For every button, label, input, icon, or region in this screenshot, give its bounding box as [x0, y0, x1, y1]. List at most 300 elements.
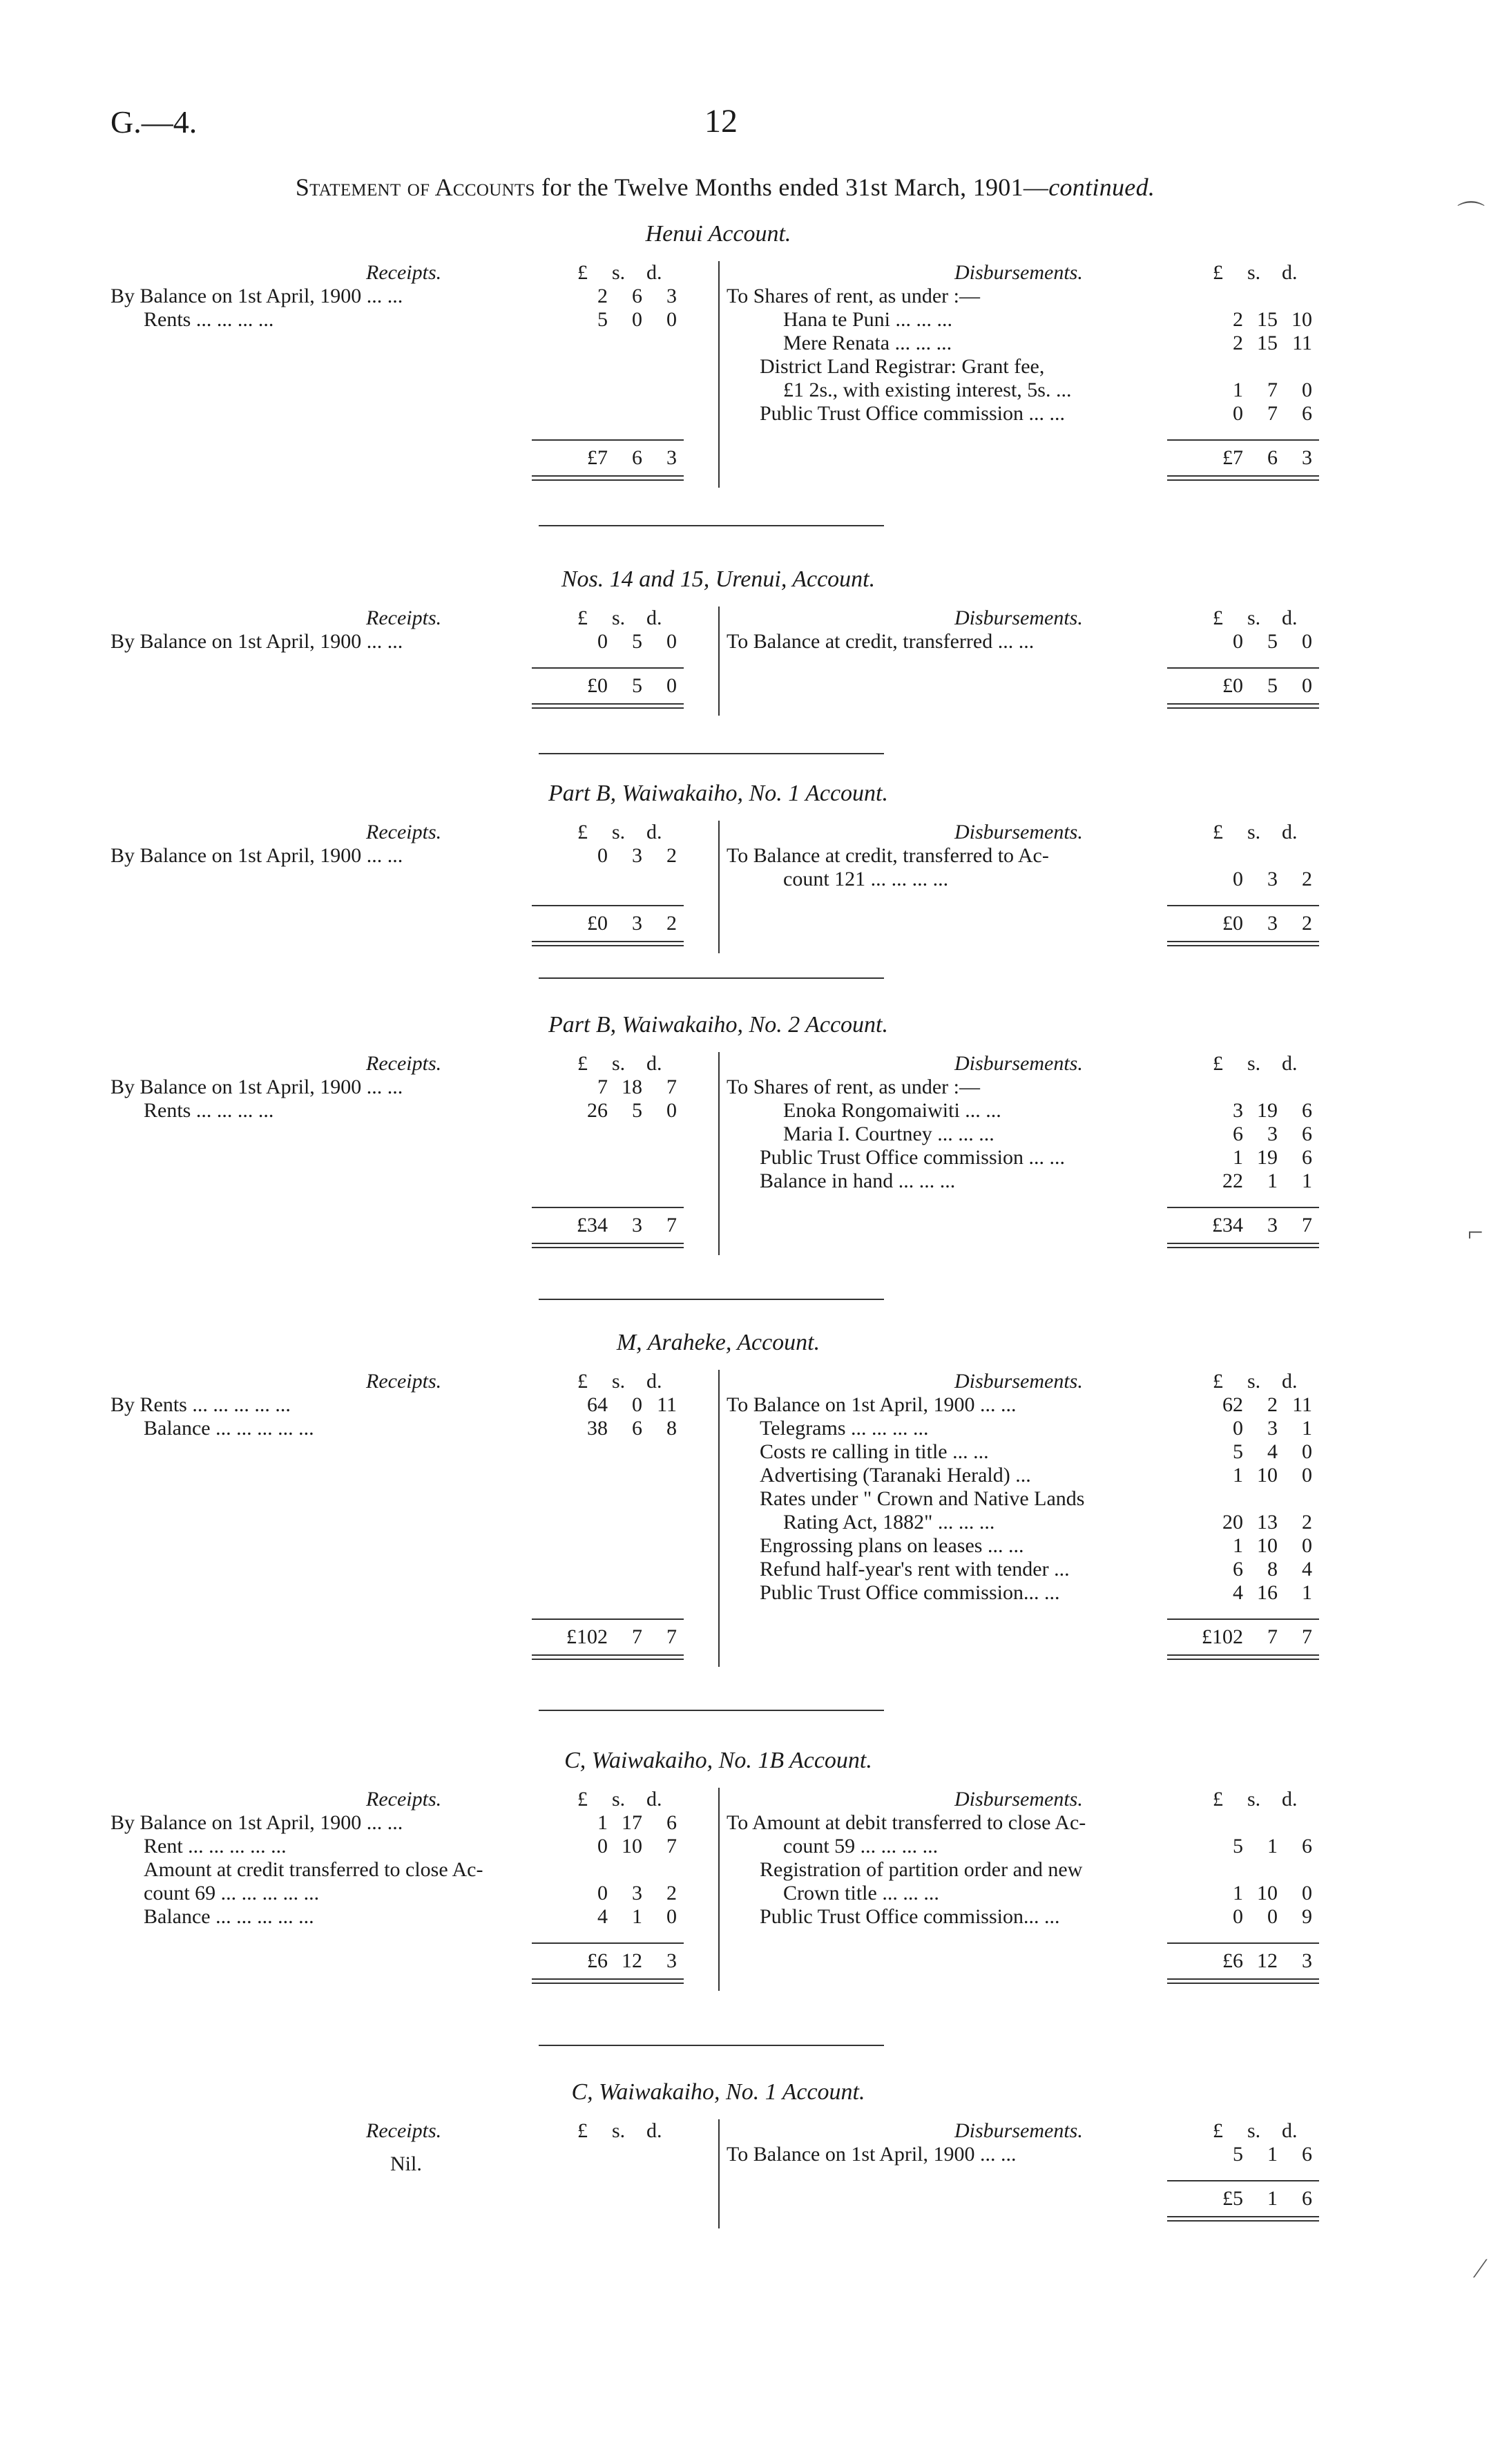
- pence-value: 2: [666, 844, 677, 867]
- shillings-value: 1: [632, 1905, 642, 1928]
- pounds-value: 4: [1233, 1581, 1243, 1604]
- receipts-heading: Receipts.: [366, 1370, 442, 1393]
- title-suffix: continued.: [1048, 173, 1155, 201]
- pence-column-heading: d.: [1282, 821, 1298, 843]
- account-title: [110, 1012, 1326, 1038]
- account-title-text: Part B, Waiwakaiho, No. 1 Account.: [548, 781, 889, 806]
- pence-total: 0: [666, 674, 677, 697]
- disbursement-row: [727, 285, 1326, 308]
- pounds-value: 3: [1233, 1099, 1243, 1122]
- account-title: [110, 566, 1326, 593]
- pounds-value: 5: [1233, 1835, 1243, 1857]
- total-rule: [532, 1618, 684, 1620]
- entry-description: count 59 ... ... ... ...: [783, 1835, 939, 1857]
- pounds-total: £6: [587, 1949, 608, 1972]
- disbursements-heading: Disbursements.: [954, 2119, 1083, 2142]
- receipt-row: [110, 844, 713, 868]
- disbursement-row: [727, 308, 1326, 332]
- shilling-column-heading: s.: [1247, 261, 1261, 284]
- pence-column-heading: d.: [646, 2119, 662, 2142]
- disbursement-row: [727, 1558, 1326, 1581]
- shillings-value: 6: [632, 1417, 642, 1440]
- pounds-value: 6: [1233, 1123, 1243, 1145]
- receipt-row: [110, 1417, 713, 1440]
- account-title-text: M, Araheke, Account.: [616, 1330, 820, 1355]
- entry-description: Public Trust Office commission ... ...: [760, 402, 1065, 425]
- column-divider: [718, 1370, 720, 1667]
- pence-total: 7: [666, 1214, 677, 1236]
- disbursement-row: [727, 2143, 1326, 2166]
- pence-value: 8: [666, 1417, 677, 1440]
- pence-value: 11: [657, 1393, 677, 1416]
- receipts-column: [110, 2119, 713, 2175]
- disbursement-row: [727, 1534, 1326, 1558]
- pence-value: 0: [666, 1905, 677, 1928]
- shillings-value: 19: [1257, 1099, 1278, 1122]
- shillings-value: 8: [1267, 1558, 1278, 1580]
- entry-description: To Balance at credit, transferred to Ac-: [727, 844, 1049, 867]
- total-rule: [532, 905, 684, 906]
- pence-value: 2: [1302, 868, 1312, 890]
- disbursement-row: [727, 1858, 1326, 1882]
- entry-description: Amount at credit transferred to close Ac-: [144, 1858, 483, 1881]
- pounds-value: 62: [1222, 1393, 1243, 1416]
- shillings-value: 19: [1257, 1146, 1278, 1169]
- total-rule: [1167, 1942, 1319, 1944]
- entry-description: Hana te Puni ... ... ...: [783, 308, 952, 331]
- shillings-value: 10: [1257, 1464, 1278, 1487]
- pence-value: 1: [1302, 1417, 1312, 1440]
- statement-title: [186, 173, 1264, 202]
- column-header-row: [727, 607, 1326, 630]
- section-separator: [539, 977, 884, 979]
- entry-description: Registration of partition order and new: [760, 1858, 1083, 1881]
- receipts-column: [110, 1788, 713, 1929]
- pounds-value: 2: [1233, 332, 1243, 354]
- pound-column-heading: £: [577, 607, 588, 629]
- pounds-value: 1: [1233, 1882, 1243, 1904]
- pence-value: 4: [1302, 1558, 1312, 1580]
- pence-value: 0: [1302, 1882, 1312, 1904]
- entry-description: Mere Renata ... ... ...: [783, 332, 952, 354]
- pence-column-heading: d.: [646, 1370, 662, 1393]
- total-rule: [1167, 439, 1319, 441]
- receipts-column: [110, 1052, 713, 1123]
- pounds-total: £34: [1212, 1214, 1243, 1236]
- shillings-value: 5: [1267, 630, 1278, 653]
- column-header-row: [727, 261, 1326, 285]
- entry-description: To Shares of rent, as under :—: [727, 285, 980, 307]
- pence-value: 0: [1302, 379, 1312, 401]
- receipt-row: [110, 285, 713, 308]
- pence-column-heading: d.: [646, 607, 662, 629]
- shillings-value: 3: [632, 1882, 642, 1904]
- pence-column-heading: d.: [1282, 1788, 1298, 1811]
- entry-description: count 69 ... ... ... ... ...: [144, 1882, 320, 1904]
- pounds-value: 0: [597, 1835, 608, 1857]
- shillings-total: 6: [632, 446, 642, 469]
- entry-description: Telegrams ... ... ... ...: [760, 1417, 929, 1440]
- section-separator: [539, 525, 884, 526]
- disbursement-row: [727, 355, 1326, 379]
- disbursement-row: [727, 1146, 1326, 1169]
- pence-column-heading: d.: [1282, 1052, 1298, 1075]
- pence-value: 6: [1302, 1835, 1312, 1857]
- pence-total: 3: [666, 1949, 677, 1972]
- pounds-value: 0: [1233, 1417, 1243, 1440]
- shillings-value: 15: [1257, 332, 1278, 354]
- column-header-row: [110, 2119, 713, 2143]
- shillings-total: 5: [1267, 674, 1278, 697]
- disbursement-row: [727, 868, 1326, 891]
- column-header-row: [110, 261, 713, 285]
- entry-description: Crown title ... ... ...: [783, 1882, 939, 1904]
- disbursement-row: [727, 1169, 1326, 1193]
- pence-value: 0: [1302, 1534, 1312, 1557]
- entry-description: To Balance on 1st April, 1900 ... ...: [727, 1393, 1017, 1416]
- disbursement-row: [727, 332, 1326, 355]
- entry-description: Maria I. Courtney ... ... ...: [783, 1123, 994, 1145]
- entry-description: Costs re calling in title ... ...: [760, 1440, 989, 1463]
- shillings-total: 3: [1267, 912, 1278, 935]
- shillings-value: 0: [632, 1393, 642, 1416]
- pounds-value: 22: [1222, 1169, 1243, 1192]
- total-double-rule: [532, 475, 684, 481]
- shillings-value: 18: [622, 1076, 642, 1098]
- pounds-value: 0: [597, 1882, 608, 1904]
- receipts-column: [110, 607, 713, 653]
- disbursements-column: [727, 1052, 1326, 1193]
- pence-value: 11: [1292, 1393, 1312, 1416]
- pounds-total: £0: [587, 674, 608, 697]
- disbursement-row: [727, 1393, 1326, 1417]
- disbursement-row: [727, 1464, 1326, 1487]
- shilling-column-heading: s.: [1247, 607, 1261, 629]
- pence-total: 3: [1302, 1949, 1312, 1972]
- shillings-total: 12: [1257, 1949, 1278, 1972]
- pence-column-heading: d.: [646, 821, 662, 843]
- receipt-row: [110, 1882, 713, 1905]
- account-title-text: Nos. 14 and 15, Urenui, Account.: [561, 566, 876, 592]
- pounds-total: £34: [577, 1214, 608, 1236]
- disbursement-row: [727, 844, 1326, 868]
- entry-description: Balance ... ... ... ... ...: [144, 1905, 314, 1928]
- pounds-value: 1: [597, 1811, 608, 1834]
- pounds-value: 7: [597, 1076, 608, 1098]
- pounds-value: 0: [597, 844, 608, 867]
- shillings-value: 10: [1257, 1534, 1278, 1557]
- pounds-total: £5: [1222, 2187, 1243, 2210]
- disbursement-row: [727, 1440, 1326, 1464]
- pence-total: 3: [1302, 446, 1312, 469]
- shilling-column-heading: s.: [612, 261, 626, 284]
- pounds-value: 4: [597, 1905, 608, 1928]
- entry-description: Balance ... ... ... ... ...: [144, 1417, 314, 1440]
- pence-value: 0: [666, 630, 677, 653]
- account-title: [110, 1748, 1326, 1774]
- total-double-rule: [1167, 475, 1319, 481]
- pence-total: 7: [1302, 1214, 1312, 1236]
- entry-description: count 121 ... ... ... ...: [783, 868, 949, 890]
- disbursements-column: [727, 261, 1326, 426]
- column-divider: [718, 261, 720, 488]
- pounds-value: 1: [1233, 379, 1243, 401]
- shillings-value: 7: [1267, 402, 1278, 425]
- disbursement-row: [727, 630, 1326, 653]
- receipt-row: [110, 1099, 713, 1123]
- pence-total: 7: [666, 1625, 677, 1648]
- account-title-text: Part B, Waiwakaiho, No. 2 Account.: [548, 1012, 889, 1038]
- pence-value: 11: [1292, 332, 1312, 354]
- pence-value: 0: [1302, 1440, 1312, 1463]
- pound-column-heading: £: [577, 261, 588, 284]
- pence-column-heading: d.: [1282, 1370, 1298, 1393]
- entry-description: Advertising (Taranaki Herald) ...: [760, 1464, 1031, 1487]
- column-divider: [718, 2119, 720, 2228]
- receipts-heading: Receipts.: [366, 261, 442, 284]
- column-divider: [718, 607, 720, 716]
- pounds-total: £7: [587, 446, 608, 469]
- entry-description: Refund half-year's rent with tender ...: [760, 1558, 1070, 1580]
- column-header-row: [110, 1052, 713, 1076]
- shillings-total: 6: [1267, 446, 1278, 469]
- disbursement-row: [727, 1905, 1326, 1929]
- pounds-value: 1: [1233, 1146, 1243, 1169]
- shillings-value: 0: [1267, 1905, 1278, 1928]
- receipts-heading: Receipts.: [366, 821, 442, 843]
- pound-column-heading: £: [577, 1788, 588, 1811]
- pounds-total: £0: [1222, 912, 1243, 935]
- pence-column-heading: d.: [1282, 261, 1298, 284]
- shillings-value: 3: [1267, 1123, 1278, 1145]
- total-rule: [1167, 1618, 1319, 1620]
- disbursement-row: [727, 379, 1326, 402]
- total-rule: [532, 439, 684, 441]
- shillings-total: 12: [622, 1949, 642, 1972]
- pound-column-heading: £: [1213, 2119, 1223, 2142]
- disbursements-column: [727, 1788, 1326, 1929]
- receipt-row: [110, 1076, 713, 1099]
- receipts-heading: Receipts.: [366, 1788, 442, 1811]
- pounds-value: 20: [1222, 1511, 1243, 1534]
- disbursements-column: [727, 607, 1326, 653]
- pence-value: 3: [666, 285, 677, 307]
- total-double-rule: [1167, 703, 1319, 709]
- disbursement-row: [727, 1581, 1326, 1605]
- margin-mark: ⌐: [1468, 1216, 1483, 1248]
- title-prefix: Statement of Accounts: [295, 173, 535, 201]
- entry-description: Enoka Rongomaiwiti ... ...: [783, 1099, 1001, 1122]
- shilling-column-heading: s.: [612, 1370, 626, 1393]
- total-double-rule: [1167, 941, 1319, 946]
- title-middle: for the Twelve Months ended 31st March, 1901—: [535, 173, 1049, 201]
- pounds-value: 1: [1233, 1534, 1243, 1557]
- disbursement-row: [727, 1882, 1326, 1905]
- account-title: [110, 1330, 1326, 1356]
- total-rule: [532, 667, 684, 669]
- pound-column-heading: £: [1213, 607, 1223, 629]
- receipts-heading: Receipts.: [366, 2119, 442, 2142]
- disbursement-row: [727, 402, 1326, 426]
- pence-value: 0: [1302, 630, 1312, 653]
- disbursements-column: [727, 821, 1326, 891]
- entry-description: District Land Registrar: Grant fee,: [760, 355, 1045, 378]
- page-number: 12: [704, 103, 738, 140]
- section-separator: [539, 1299, 884, 1300]
- shillings-value: 5: [632, 630, 642, 653]
- disbursements-column: [727, 2119, 1326, 2166]
- entry-description: Engrossing plans on leases ... ...: [760, 1534, 1024, 1557]
- pence-value: 7: [666, 1835, 677, 1857]
- entry-description: To Amount at debit transferred to close Ac-: [727, 1811, 1086, 1834]
- column-header-row: [727, 821, 1326, 844]
- disbursement-row: [727, 1076, 1326, 1099]
- entry-description: Rent ... ... ... ... ...: [144, 1835, 287, 1857]
- shillings-value: 3: [632, 844, 642, 867]
- entry-description: By Balance on 1st April, 1900 ... ...: [110, 630, 403, 653]
- pounds-total: £7: [1222, 446, 1243, 469]
- column-divider: [718, 821, 720, 953]
- shillings-value: 7: [1267, 379, 1278, 401]
- receipts-column: [110, 261, 713, 332]
- disbursements-heading: Disbursements.: [954, 261, 1083, 284]
- pounds-value: 2: [597, 285, 608, 307]
- column-divider: [718, 1788, 720, 1991]
- pence-total: 2: [1302, 912, 1312, 935]
- entry-description: To Balance at credit, transferred ... ...: [727, 630, 1035, 653]
- shillings-value: 3: [1267, 868, 1278, 890]
- pence-column-heading: d.: [1282, 2119, 1298, 2142]
- shillings-value: 13: [1257, 1511, 1278, 1534]
- pound-column-heading: £: [1213, 1052, 1223, 1075]
- disbursement-row: [727, 1099, 1326, 1123]
- entry-description: By Balance on 1st April, 1900 ... ...: [110, 1076, 403, 1098]
- receipts-column: [110, 821, 713, 868]
- column-header-row: [727, 1370, 1326, 1393]
- pence-value: 6: [1302, 1099, 1312, 1122]
- pounds-value: 64: [587, 1393, 608, 1416]
- pence-value: 0: [666, 308, 677, 331]
- shillings-value: 5: [632, 1099, 642, 1122]
- pounds-total: £6: [1222, 1949, 1243, 1972]
- receipt-row: [110, 1393, 713, 1417]
- entry-description: Public Trust Office commission ... ...: [760, 1146, 1065, 1169]
- total-double-rule: [532, 1243, 684, 1248]
- shilling-column-heading: s.: [612, 1052, 626, 1075]
- pounds-total: £0: [587, 912, 608, 935]
- entry-description: By Balance on 1st April, 1900 ... ...: [110, 285, 403, 307]
- section-separator: [539, 2045, 884, 2046]
- pounds-value: 26: [587, 1099, 608, 1122]
- total-double-rule: [1167, 1243, 1319, 1248]
- pence-value: 1: [1302, 1169, 1312, 1192]
- shilling-column-heading: s.: [1247, 1788, 1261, 1811]
- pounds-value: 5: [1233, 2143, 1243, 2166]
- column-header-row: [110, 1370, 713, 1393]
- shillings-value: 0: [632, 308, 642, 331]
- document-reference: G.—4.: [110, 104, 198, 140]
- pounds-value: 0: [597, 630, 608, 653]
- shillings-value: 6: [632, 285, 642, 307]
- shillings-value: 10: [1257, 1882, 1278, 1904]
- pound-column-heading: £: [577, 1370, 588, 1393]
- pence-total: 6: [1302, 2187, 1312, 2210]
- disbursements-column: [727, 1370, 1326, 1605]
- total-double-rule: [1167, 2216, 1319, 2222]
- entry-description: Rents ... ... ... ...: [144, 308, 274, 331]
- pounds-value: 5: [597, 308, 608, 331]
- pence-column-heading: d.: [1282, 607, 1298, 629]
- entry-description: Rates under " Crown and Native Lands: [760, 1487, 1085, 1510]
- total-double-rule: [1167, 1654, 1319, 1660]
- pounds-total: £0: [1222, 674, 1243, 697]
- pence-total: 0: [1302, 674, 1312, 697]
- pence-value: 1: [1302, 1581, 1312, 1604]
- column-header-row: [110, 1788, 713, 1811]
- pounds-value: 6: [1233, 1558, 1243, 1580]
- account-title: [110, 2079, 1326, 2105]
- shilling-column-heading: s.: [1247, 821, 1261, 843]
- receipts-heading: Receipts.: [366, 1052, 442, 1075]
- shilling-column-heading: s.: [612, 1788, 626, 1811]
- shillings-value: 1: [1267, 1835, 1278, 1857]
- shillings-value: 3: [1267, 1417, 1278, 1440]
- pound-column-heading: £: [1213, 261, 1223, 284]
- account-title-text: Henui Account.: [645, 221, 791, 247]
- column-header-row: [727, 2119, 1326, 2143]
- pounds-value: 1: [1233, 1464, 1243, 1487]
- entry-description: Balance in hand ... ... ...: [760, 1169, 956, 1192]
- pence-value: 10: [1291, 308, 1312, 331]
- pounds-value: 0: [1233, 402, 1243, 425]
- disbursements-heading: Disbursements.: [954, 1370, 1083, 1393]
- pounds-value: 0: [1233, 630, 1243, 653]
- total-rule: [1167, 667, 1319, 669]
- total-rule: [532, 1942, 684, 1944]
- disbursements-heading: Disbursements.: [954, 1788, 1083, 1811]
- shillings-total: 7: [632, 1625, 642, 1648]
- column-header-row: [110, 607, 713, 630]
- pence-value: 2: [666, 1882, 677, 1904]
- pound-column-heading: £: [577, 821, 588, 843]
- column-header-row: [727, 1788, 1326, 1811]
- pence-column-heading: d.: [646, 1788, 662, 1811]
- margin-mark: ⁄: [1478, 2253, 1483, 2284]
- pound-column-heading: £: [1213, 1788, 1223, 1811]
- entry-description: Rents ... ... ... ...: [144, 1099, 274, 1122]
- shillings-total: 3: [632, 912, 642, 935]
- disbursement-row: [727, 1835, 1326, 1858]
- shillings-total: 7: [1267, 1625, 1278, 1648]
- entry-description: By Balance on 1st April, 1900 ... ...: [110, 1811, 403, 1834]
- disbursements-heading: Disbursements.: [954, 607, 1083, 629]
- pence-value: 6: [666, 1811, 677, 1834]
- total-double-rule: [532, 941, 684, 946]
- column-header-row: [110, 821, 713, 844]
- total-rule: [1167, 1207, 1319, 1208]
- entry-description: Rating Act, 1882" ... ... ...: [783, 1511, 995, 1534]
- entry-description: Public Trust Office commission... ...: [760, 1581, 1060, 1604]
- section-separator: [539, 1710, 884, 1711]
- shillings-total: 1: [1267, 2187, 1278, 2210]
- nil-text: Nil.: [390, 2152, 422, 2175]
- receipts-column: [110, 1370, 713, 1440]
- column-header-row: [727, 1052, 1326, 1076]
- pence-value: 6: [1302, 1146, 1312, 1169]
- shillings-value: 16: [1257, 1581, 1278, 1604]
- disbursement-row: [727, 1123, 1326, 1146]
- shilling-column-heading: s.: [1247, 1052, 1261, 1075]
